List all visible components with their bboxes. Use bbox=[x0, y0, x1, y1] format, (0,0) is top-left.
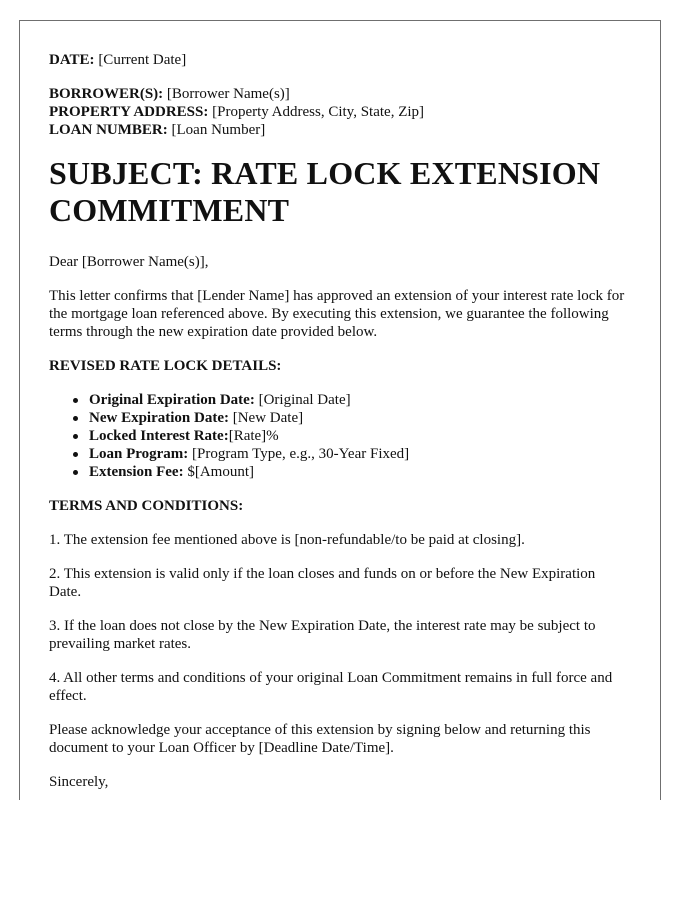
date-value: [Current Date] bbox=[98, 52, 187, 68]
detail-value: [Original Date] bbox=[258, 392, 351, 408]
property-address-line bbox=[49, 103, 631, 121]
date-line bbox=[49, 51, 631, 69]
intro-paragraph: This letter confirms that [Lender Name] has approved an extension of your interest rate lock for the mortgage loan referenced above. By executing this extension, we guarantee the following terms through the new expiration date provided below. bbox=[49, 288, 625, 340]
loan-number-value: [Loan Number] bbox=[171, 122, 266, 138]
borrower-label: BORROWER(S): bbox=[49, 86, 164, 102]
subject-heading: SUBJECT: RATE LOCK EXTENSION COMMITMENT bbox=[49, 155, 601, 228]
property-address-value: [Property Address, City, State, Zip] bbox=[212, 104, 425, 120]
detail-label: Original Expiration Date: bbox=[89, 392, 255, 408]
details-heading: REVISED RATE LOCK DETAILS: bbox=[49, 358, 282, 374]
date-label: DATE: bbox=[49, 52, 95, 68]
term-item: 2. This extension is valid only if the loan closes and funds on or before the New Expiration Date. bbox=[49, 566, 596, 600]
borrower-value: [Borrower Name(s)] bbox=[166, 86, 290, 102]
term-item: 4. All other terms and conditions of your original Loan Commitment remains in full force and effect. bbox=[49, 670, 613, 704]
detail-label: Locked Interest Rate: bbox=[89, 428, 229, 444]
list-item bbox=[89, 391, 631, 409]
detail-label: New Expiration Date: bbox=[89, 410, 229, 426]
detail-value: $[Amount] bbox=[187, 464, 254, 480]
term-item: 3. If the loan does not close by the New Expiration Date, the interest rate may be subject to prevailing market rates. bbox=[49, 618, 596, 652]
details-list bbox=[49, 391, 631, 481]
list-item bbox=[89, 445, 631, 463]
letter-page bbox=[19, 20, 661, 800]
list-item bbox=[89, 463, 631, 481]
loan-number-line bbox=[49, 121, 631, 139]
list-item bbox=[89, 427, 631, 445]
detail-value: [Program Type, e.g., 30-Year Fixed] bbox=[192, 446, 410, 462]
loan-number-label: LOAN NUMBER: bbox=[49, 122, 168, 138]
closing-paragraph: Please acknowledge your acceptance of this extension by signing below and returning this document to your Loan Officer by [Deadline Date/Time]. bbox=[49, 722, 591, 756]
detail-label: Loan Program: bbox=[89, 446, 189, 462]
greeting: Dear [Borrower Name(s)], bbox=[49, 254, 209, 270]
term-item: 1. The extension fee mentioned above is [non-refundable/to be paid at closing]. bbox=[49, 532, 525, 548]
list-item bbox=[89, 409, 631, 427]
detail-value: [New Date] bbox=[232, 410, 304, 426]
terms-heading: TERMS AND CONDITIONS: bbox=[49, 498, 244, 514]
loan-info-block bbox=[49, 85, 631, 139]
borrower-line bbox=[49, 85, 631, 103]
property-address-label: PROPERTY ADDRESS: bbox=[49, 104, 209, 120]
sign-off: Sincerely, bbox=[49, 774, 109, 790]
detail-label: Extension Fee: bbox=[89, 464, 184, 480]
detail-value: [Rate]% bbox=[228, 428, 279, 444]
